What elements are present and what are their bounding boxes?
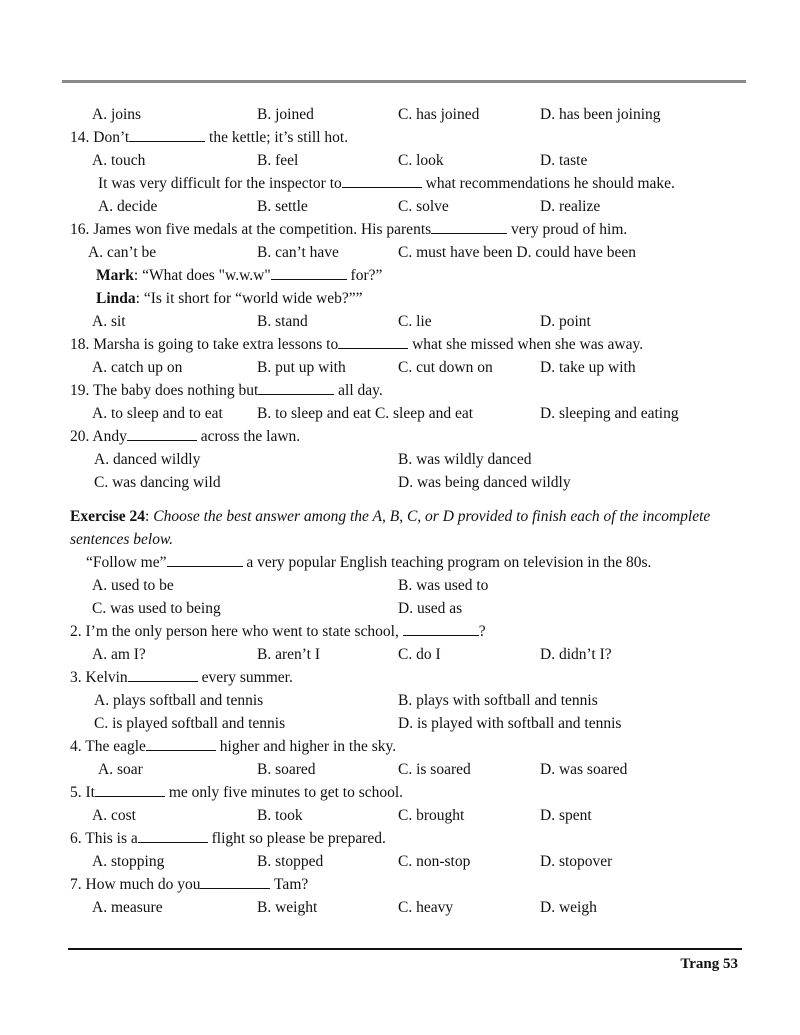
question-16 xyxy=(70,218,738,241)
answer-blank xyxy=(167,553,243,567)
options-row xyxy=(70,758,738,781)
option-d: D. was soared xyxy=(540,761,628,778)
option-a: A. plays softball and tennis xyxy=(94,692,264,709)
option-b: B. was wildly danced xyxy=(398,451,532,468)
question-19 xyxy=(70,379,738,402)
option-a: A. joins xyxy=(92,106,142,123)
option-c: C. look xyxy=(398,152,444,169)
option-d: D. weigh xyxy=(540,899,597,916)
options-row xyxy=(70,574,738,597)
header-rule xyxy=(62,80,746,83)
question-text-start: It was very difficult for the inspector to xyxy=(98,175,342,192)
question-18 xyxy=(70,333,738,356)
options-row xyxy=(70,643,738,666)
options-row xyxy=(70,689,738,712)
question-text-end: very proud of him. xyxy=(507,221,628,238)
option-d: D. realize xyxy=(540,198,601,215)
dialogue-text: : “Is it short for “world wide web?”” xyxy=(135,290,363,307)
page-number: Trang 53 xyxy=(680,956,738,972)
footer-rule xyxy=(68,948,742,950)
options-row xyxy=(70,448,738,471)
exercise-instruction: Choose the best answer among the A, B, C, or D provided to finish each of the incomplete sentences below. xyxy=(70,508,711,548)
option-a: A. measure xyxy=(92,899,163,916)
question-text-start: 6. This is a xyxy=(70,830,138,847)
option-a: A. decide xyxy=(98,198,158,215)
question-text-end: what she missed when she was away. xyxy=(408,336,644,353)
option-c: C. non-stop xyxy=(398,853,471,870)
option-a: A. touch xyxy=(92,152,146,169)
question-text-start: 18. Marsha is going to take extra lessons to xyxy=(70,336,339,353)
exercise-question-5 xyxy=(70,781,738,804)
option-c: C. is soared xyxy=(398,761,471,778)
option-c: C. is played softball and tennis xyxy=(94,715,286,732)
question-text-end: across the lawn. xyxy=(196,428,301,445)
question-text-start: 20. Andy xyxy=(70,428,127,445)
answer-blank xyxy=(431,220,507,234)
option-b: B. soared xyxy=(257,761,316,778)
question-20 xyxy=(70,425,738,448)
speaker-name: Linda xyxy=(96,290,136,307)
question-17-line-1 xyxy=(70,264,738,287)
dialogue-text-start: : “What does "w.w.w" xyxy=(133,267,271,284)
option-a: A. stopping xyxy=(92,853,165,870)
question-text-end: what recommendations he should make. xyxy=(421,175,675,192)
exercise-question-7 xyxy=(70,873,738,896)
option-c: C. lie xyxy=(398,313,432,330)
exercise-question-3 xyxy=(70,666,738,689)
exercise-label: Exercise 24 xyxy=(70,508,146,525)
options-row xyxy=(70,241,738,264)
question-text-end: ? xyxy=(478,623,486,640)
answer-blank xyxy=(128,668,198,682)
exercise-question-2 xyxy=(70,620,738,643)
option-c: C. has joined xyxy=(398,106,480,123)
options-row xyxy=(70,149,738,172)
option-b: B. was used to xyxy=(398,577,489,594)
options-row xyxy=(70,402,738,425)
worksheet-content xyxy=(70,103,738,919)
option-b: B. aren’t I xyxy=(257,646,320,663)
question-text-start: 5. It xyxy=(70,784,95,801)
question-17-line-2 xyxy=(70,287,738,310)
option-b: B. took xyxy=(257,807,303,824)
option-d: D. was being danced wildly xyxy=(398,474,571,491)
options-row xyxy=(70,850,738,873)
option-a: A. sit xyxy=(92,313,126,330)
option-d: D. take up with xyxy=(540,359,636,376)
option-c: C. heavy xyxy=(398,899,454,916)
option-d: D. spent xyxy=(540,807,592,824)
option-a: A. danced wildly xyxy=(94,451,201,468)
question-text-end: Tam? xyxy=(270,876,309,893)
question-text-end: flight so please be prepared. xyxy=(207,830,386,847)
option-c: C. cut down on xyxy=(398,359,493,376)
answer-blank xyxy=(403,622,479,636)
option-c: C. solve xyxy=(398,198,449,215)
option-a: A. to sleep and to eat xyxy=(92,405,223,422)
question-text-start: 4. The eagle xyxy=(70,738,146,755)
exercise-question-1 xyxy=(70,551,738,574)
option-a: A. used to be xyxy=(92,577,174,594)
options-row xyxy=(70,103,738,126)
option-b: B. feel xyxy=(257,152,299,169)
exercise-heading xyxy=(70,505,738,551)
answer-blank xyxy=(138,829,208,843)
option-d: D. used as xyxy=(398,600,463,617)
answer-blank xyxy=(342,174,422,188)
question-text-end: the kettle; it’s still hot. xyxy=(205,129,349,146)
option-b: B. stand xyxy=(257,313,308,330)
question-text-start: “Follow me” xyxy=(86,554,167,571)
answer-blank xyxy=(200,875,270,889)
option-b: B. plays with softball and tennis xyxy=(398,692,598,709)
answer-blank xyxy=(271,266,347,280)
options-row xyxy=(70,471,738,494)
options-row xyxy=(70,597,738,620)
question-text-start: 2. I’m the only person here who went to state school, xyxy=(70,623,403,640)
option-c-d: C. must have been D. could have been xyxy=(398,244,637,261)
option-d: D. taste xyxy=(540,152,588,169)
answer-blank xyxy=(146,737,216,751)
option-a: A. catch up on xyxy=(92,359,183,376)
option-b: B. can’t have xyxy=(257,244,339,261)
option-b: B. weight xyxy=(257,899,318,916)
options-row xyxy=(70,804,738,827)
option-b: B. put up with xyxy=(257,359,346,376)
question-text-end: every summer. xyxy=(197,669,293,686)
dialogue-text-end: for?” xyxy=(346,267,383,284)
option-d: D. has been joining xyxy=(540,106,661,123)
option-b: B. settle xyxy=(257,198,308,215)
options-row xyxy=(70,896,738,919)
options-row xyxy=(70,310,738,333)
option-c: C. brought xyxy=(398,807,465,824)
exercise-question-6 xyxy=(70,827,738,850)
option-b-c: B. to sleep and eat C. sleep and eat xyxy=(257,405,474,422)
question-text-end: me only five minutes to get to school. xyxy=(164,784,404,801)
option-d: D. stopover xyxy=(540,853,613,870)
option-d: D. didn’t I? xyxy=(540,646,612,663)
question-15 xyxy=(70,172,738,195)
question-text-end: a very popular English teaching program on television in the 80s. xyxy=(242,554,652,571)
question-14 xyxy=(70,126,738,149)
option-a: A. can’t be xyxy=(88,244,157,261)
exercise-colon: : xyxy=(145,508,154,525)
question-text-start: 3. Kelvin xyxy=(70,669,128,686)
option-a: A. soar xyxy=(98,761,143,778)
answer-blank xyxy=(258,381,334,395)
question-text-start: 19. The baby does nothing but xyxy=(70,382,259,399)
option-d: D. is played with softball and tennis xyxy=(398,715,622,732)
answer-blank xyxy=(129,128,205,142)
option-c: C. do I xyxy=(398,646,441,663)
option-d: D. point xyxy=(540,313,591,330)
speaker-name: Mark xyxy=(96,267,134,284)
answer-blank xyxy=(127,427,197,441)
options-row xyxy=(70,356,738,379)
answer-blank xyxy=(95,783,165,797)
exercise-question-4 xyxy=(70,735,738,758)
option-c: C. was dancing wild xyxy=(94,474,221,491)
question-text-end: all day. xyxy=(334,382,383,399)
option-a: A. cost xyxy=(92,807,136,824)
option-d: D. sleeping and eating xyxy=(540,405,679,422)
options-row xyxy=(70,712,738,735)
section-gap xyxy=(70,494,738,505)
answer-blank xyxy=(338,335,408,349)
option-c: C. was used to being xyxy=(92,600,221,617)
question-text-start: 7. How much do you xyxy=(70,876,201,893)
option-b: B. stopped xyxy=(257,853,324,870)
question-text-start: 14. Don’t xyxy=(70,129,130,146)
options-row xyxy=(70,195,738,218)
option-a: A. am I? xyxy=(92,646,146,663)
question-text-start: 16. James won five medals at the competition. His parents xyxy=(70,221,432,238)
question-text-end: higher and higher in the sky. xyxy=(215,738,397,755)
option-b: B. joined xyxy=(257,106,314,123)
